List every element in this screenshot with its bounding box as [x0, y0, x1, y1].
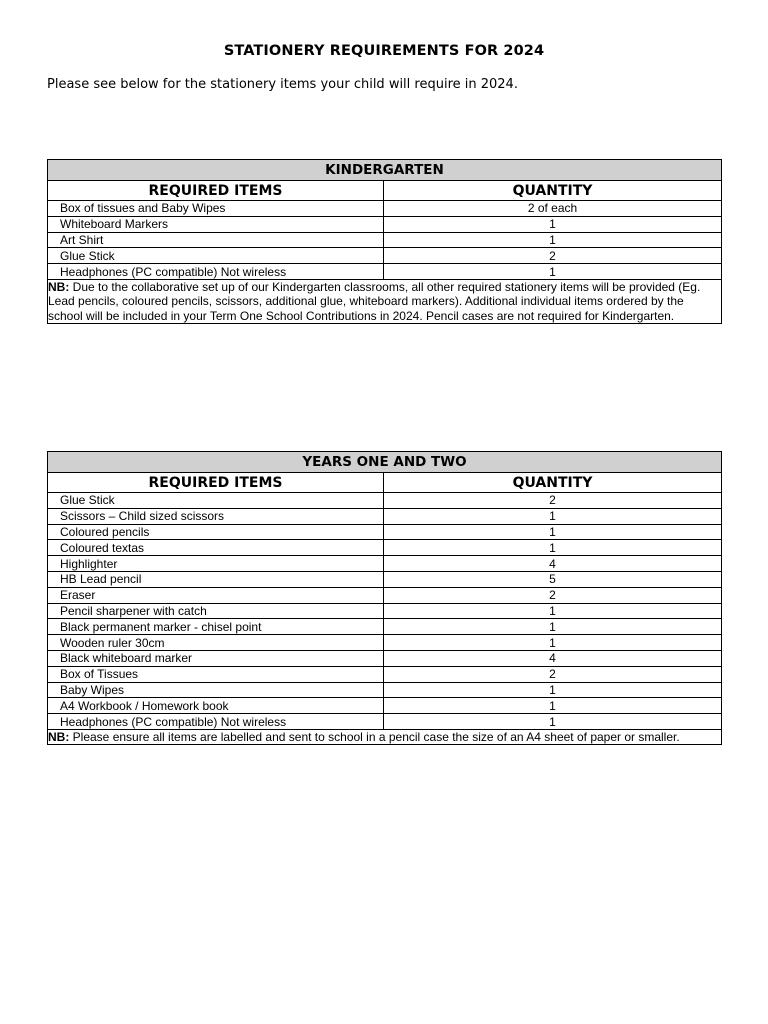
item-name: Headphones (PC compatible) Not wireless: [48, 714, 384, 730]
table-row: [48, 603, 722, 619]
table-row: [48, 698, 722, 714]
note-row: [48, 279, 722, 324]
item-quantity: 4: [384, 650, 722, 666]
note-text: Please ensure all items are labelled and sent to school in a pencil case the size of an A4 sheet of paper or smaller.: [69, 729, 680, 744]
kindergarten-table: [47, 159, 722, 324]
item-name: Scissors – Child sized scissors: [48, 508, 384, 524]
item-quantity: 1: [384, 216, 722, 232]
item-name: Black permanent marker - chisel point: [48, 619, 384, 635]
item-quantity: 2: [384, 493, 722, 509]
item-name: Pencil sharpener with catch: [48, 603, 384, 619]
column-header-items: REQUIRED ITEMS: [48, 473, 384, 493]
note-text: Due to the collaborative set up of our Kindergarten classrooms, all other required stationery items will be provided (Eg. Lead pencils, coloured pencils, scissors, additional glue, whiteboard markers). Additional individual items ordered by the school will be included in your Term One School Contributions in 2024. Pencil cases are not required for Kindergarten.: [48, 279, 704, 323]
note: [48, 729, 722, 745]
item-name: Whiteboard Markers: [48, 216, 384, 232]
item-quantity: 1: [384, 714, 722, 730]
note-label: NB:: [48, 279, 70, 294]
item-name: Headphones (PC compatible) Not wireless: [48, 264, 384, 280]
item-name: Box of Tissues: [48, 666, 384, 682]
item-name: Black whiteboard marker: [48, 650, 384, 666]
table-row: [48, 556, 722, 572]
table-row: [48, 264, 722, 280]
table-row: [48, 650, 722, 666]
table-row: [48, 666, 722, 682]
table-row: [48, 540, 722, 556]
item-name: Glue Stick: [48, 493, 384, 509]
item-quantity: 5: [384, 571, 722, 587]
item-name: Coloured textas: [48, 540, 384, 556]
item-name: HB Lead pencil: [48, 571, 384, 587]
column-header-quantity: QUANTITY: [384, 181, 722, 201]
item-name: A4 Workbook / Homework book: [48, 698, 384, 714]
item-quantity: 1: [384, 698, 722, 714]
item-name: Box of tissues and Baby Wipes: [48, 201, 384, 217]
item-quantity: 1: [384, 524, 722, 540]
item-quantity: 1: [384, 682, 722, 698]
note-label: NB:: [48, 729, 70, 744]
item-quantity: 2 of each: [384, 201, 722, 217]
note: [48, 279, 722, 324]
intro-text: Please see below for the stationery items your child will require in 2024.: [47, 77, 518, 92]
years-one-and-two-table: [47, 451, 722, 745]
table-row: [48, 587, 722, 603]
table-row: [48, 232, 722, 248]
table-row: [48, 201, 722, 217]
item-name: Art Shirt: [48, 232, 384, 248]
item-name: Baby Wipes: [48, 682, 384, 698]
table-row: [48, 635, 722, 651]
item-quantity: 2: [384, 587, 722, 603]
item-quantity: 2: [384, 248, 722, 264]
item-name: Eraser: [48, 587, 384, 603]
section-heading: KINDERGARTEN: [48, 160, 722, 181]
table-row: [48, 571, 722, 587]
item-quantity: 1: [384, 264, 722, 280]
table-row: [48, 524, 722, 540]
table-row: [48, 714, 722, 730]
column-header-items: REQUIRED ITEMS: [48, 181, 384, 201]
item-name: Coloured pencils: [48, 524, 384, 540]
item-name: Wooden ruler 30cm: [48, 635, 384, 651]
table-row: [48, 619, 722, 635]
item-quantity: 1: [384, 619, 722, 635]
item-name: Glue Stick: [48, 248, 384, 264]
item-quantity: 4: [384, 556, 722, 572]
table-row: [48, 248, 722, 264]
item-quantity: 1: [384, 232, 722, 248]
item-quantity: 2: [384, 666, 722, 682]
table-row: [48, 216, 722, 232]
section-heading: YEARS ONE AND TWO: [48, 452, 722, 473]
column-header-quantity: QUANTITY: [384, 473, 722, 493]
item-quantity: 1: [384, 635, 722, 651]
table-row: [48, 493, 722, 509]
item-name: Highlighter: [48, 556, 384, 572]
item-quantity: 1: [384, 508, 722, 524]
item-quantity: 1: [384, 540, 722, 556]
table-row: [48, 508, 722, 524]
table-row: [48, 682, 722, 698]
page-title: STATIONERY REQUIREMENTS FOR 2024: [223, 43, 545, 59]
item-quantity: 1: [384, 603, 722, 619]
note-row: [48, 729, 722, 745]
